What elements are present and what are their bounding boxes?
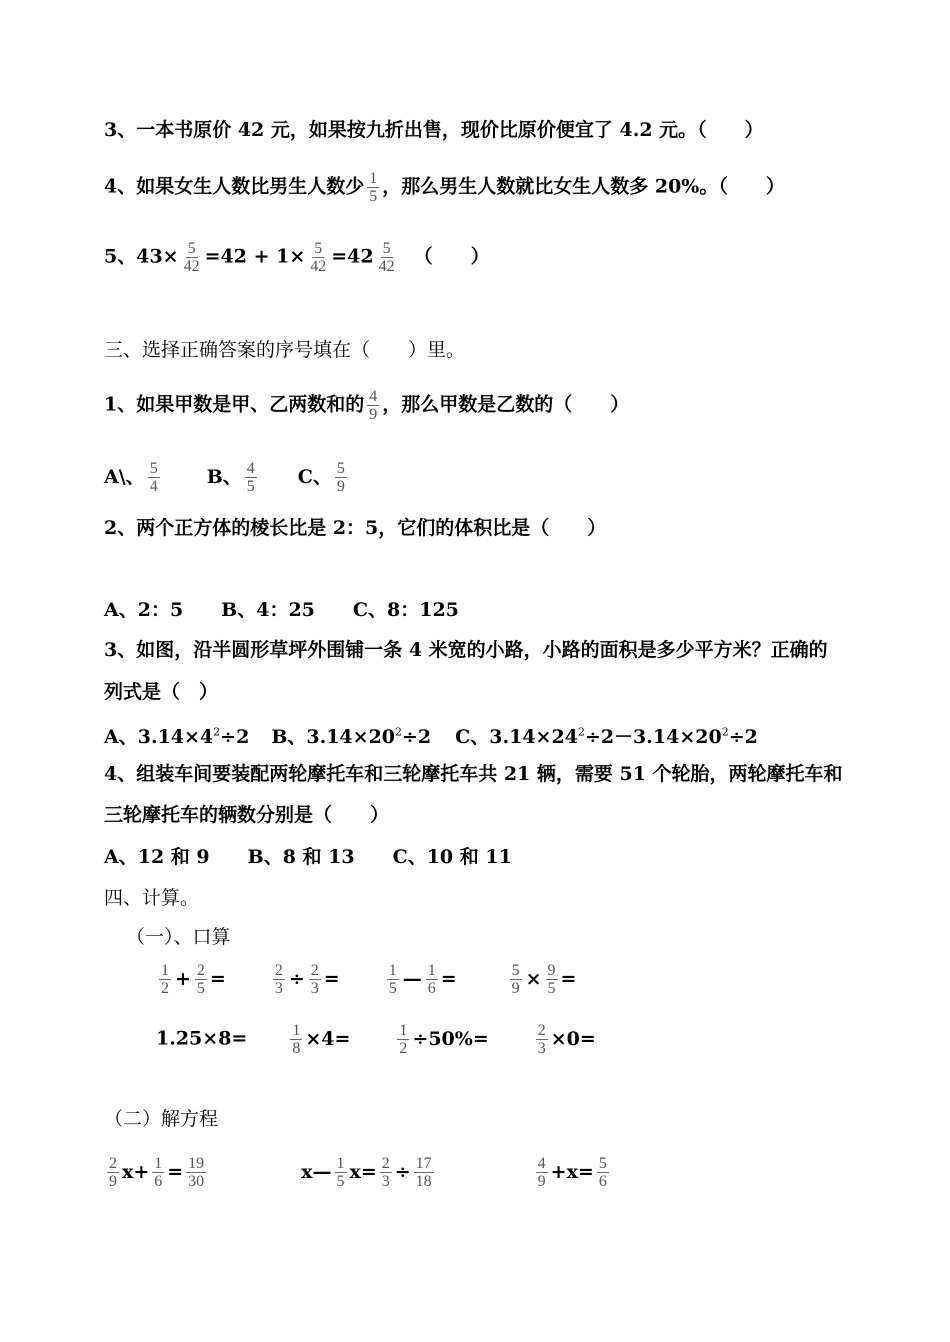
fraction	[290, 1022, 302, 1057]
numerator: 5	[187, 240, 196, 257]
denominator: 5	[196, 980, 205, 997]
judge-q5-b: =42 + 1×	[204, 245, 306, 268]
fraction	[186, 1155, 206, 1190]
choice-q2: 2、两个正方体的棱长比是 2：5，它们的体积比是（ ）	[104, 517, 607, 539]
fraction	[377, 240, 397, 275]
oral-row-1	[156, 962, 576, 997]
judge-q5-c: =42	[331, 245, 374, 268]
numerator: 2	[274, 962, 283, 979]
numerator: 4	[369, 388, 378, 405]
denominator: 42	[310, 258, 327, 275]
denominator: 3	[310, 980, 319, 997]
denominator: 6	[154, 1173, 163, 1190]
choice-q1	[104, 388, 629, 423]
numerator: 5	[336, 460, 345, 477]
expression: ÷50%=	[412, 1027, 489, 1050]
judge-q5-d: （ ）	[413, 245, 490, 268]
numerator: 1	[399, 1022, 408, 1039]
option-text: ÷2	[220, 726, 250, 749]
numerator: 1	[161, 962, 169, 979]
numerator: 1	[292, 1022, 301, 1039]
option-c	[455, 726, 758, 748]
oral-item-6	[287, 1022, 351, 1057]
equation-row	[104, 1155, 612, 1190]
option-label: C、	[297, 465, 332, 488]
denominator: 5	[369, 188, 378, 205]
fraction	[546, 962, 558, 997]
operator: ×	[525, 967, 542, 990]
oral-item-1	[156, 962, 226, 997]
fraction	[380, 1155, 392, 1190]
denominator: 6	[598, 1173, 607, 1190]
numerator: 5	[149, 460, 158, 477]
choice-q3-line1: 3、如图，沿半圆形草坪外围铺一条 4 米宽的小路，小路的面积是多少平方米？正确的	[104, 639, 828, 661]
expression: +x=	[550, 1160, 594, 1183]
judge-q4-post: ，那么男生人数就比女生人数多 20%。（ ）	[382, 175, 785, 198]
option-b	[206, 460, 260, 495]
fraction	[367, 170, 379, 205]
numerator: 19	[188, 1155, 205, 1172]
denominator: 3	[381, 1173, 390, 1190]
numerator: 4	[537, 1155, 546, 1172]
option-a	[104, 460, 163, 495]
denominator: 5	[336, 1173, 345, 1190]
numerator: 1	[427, 962, 436, 979]
option-text: ÷2	[728, 726, 758, 749]
numerator: 5	[511, 962, 520, 979]
equals: =	[209, 967, 226, 990]
operator: —	[402, 967, 422, 990]
option-text: C、3.14×24	[455, 726, 578, 749]
choice-q3-options	[104, 721, 758, 749]
option-text: B、3.14×20	[271, 726, 396, 749]
expression: ×4=	[305, 1027, 351, 1050]
numerator: 2	[196, 962, 205, 979]
judge-q5	[104, 240, 490, 275]
expression: x=	[349, 1160, 377, 1183]
denominator: 3	[537, 1040, 546, 1057]
denominator: 3	[274, 980, 283, 997]
exponent: 2	[577, 726, 585, 739]
fraction	[308, 240, 328, 275]
fraction	[148, 460, 160, 495]
oral-item-2	[270, 962, 340, 997]
fraction	[536, 1022, 548, 1057]
choice-q4-line2: 三轮摩托车的辆数分别是（ ）	[104, 804, 390, 826]
denominator: 18	[415, 1173, 432, 1190]
exponent: 2	[721, 726, 729, 739]
numerator: 1	[388, 962, 397, 979]
fraction	[536, 1155, 548, 1190]
fraction	[335, 1155, 347, 1190]
option-text: A、3.14×4	[104, 726, 214, 749]
denominator: 6	[427, 980, 436, 997]
judge-q3: 3、一本书原价 42 元，如果按九折出售，现价比原价便宜了 4.2 元。（ ）	[104, 119, 764, 141]
equals: =	[560, 967, 577, 990]
denominator: 9	[109, 1173, 117, 1190]
numerator: 2	[381, 1155, 390, 1172]
expression: x+	[122, 1160, 150, 1183]
denominator: 42	[378, 258, 395, 275]
choice-q4-line1: 4、组装车间要装配两轮摩托车和三轮摩托车共 21 辆，需要 51 个轮胎，两轮摩托车和	[104, 763, 843, 785]
denominator: 5	[388, 980, 397, 997]
expression: =	[167, 1160, 184, 1183]
choice-q1-post: ，那么甲数是乙数的（ ）	[382, 393, 630, 416]
choice-q1-pre: 1、如果甲数是甲、乙两数和的	[104, 393, 365, 416]
fraction	[159, 962, 171, 997]
operator: +	[175, 967, 191, 990]
option-label: A\、	[104, 465, 145, 488]
fraction	[195, 962, 207, 997]
numerator: 5	[382, 240, 391, 257]
exponent: 2	[395, 726, 403, 739]
judge-q4	[104, 170, 785, 205]
fraction	[107, 1155, 119, 1190]
expression: ÷	[394, 1160, 411, 1183]
equation-heading: （二）解方程	[104, 1108, 219, 1130]
denominator: 8	[292, 1040, 301, 1057]
numerator: 9	[547, 962, 556, 979]
option-text: ÷2	[402, 726, 432, 749]
equation-2	[301, 1155, 437, 1190]
equation-3	[533, 1155, 612, 1190]
choice-q2-options: A、2：5 B、4：25 C、8：125	[104, 599, 459, 621]
equals: =	[323, 967, 340, 990]
denominator: 2	[399, 1040, 408, 1057]
fraction	[182, 240, 202, 275]
numerator: 1	[336, 1155, 345, 1172]
option-b	[271, 726, 431, 748]
section-4-heading: 四、计算。	[104, 887, 200, 909]
numerator: 1	[154, 1155, 163, 1172]
fraction	[397, 1022, 409, 1057]
fraction	[152, 1155, 164, 1190]
denominator: 5	[246, 478, 255, 495]
equals: =	[440, 967, 457, 990]
judge-q4-pre: 4、如果女生人数比男生人数少	[104, 175, 365, 198]
oral-item-4	[507, 962, 577, 997]
fraction	[426, 962, 438, 997]
numerator: 4	[246, 460, 255, 477]
oral-item-7	[394, 1022, 489, 1057]
denominator: 9	[336, 478, 345, 495]
oral-item-5: 1.25×8=	[156, 1027, 248, 1050]
numerator: 2	[537, 1022, 546, 1039]
oral-row-2	[156, 1022, 596, 1057]
denominator: 30	[188, 1173, 205, 1190]
denominator: 2	[161, 980, 169, 997]
option-a	[104, 726, 249, 748]
numerator: 2	[109, 1155, 117, 1172]
fraction	[414, 1155, 434, 1190]
numerator: 5	[314, 240, 323, 257]
fraction	[597, 1155, 609, 1190]
fraction	[387, 962, 399, 997]
oral-item-3	[384, 962, 457, 997]
oral-item-8	[533, 1022, 596, 1057]
choice-q4-options: A、12 和 9 B、8 和 13 C、10 和 11	[104, 846, 512, 868]
choice-q3-line2: 列式是（ ）	[104, 681, 219, 703]
operator: ÷	[288, 967, 305, 990]
fraction	[367, 388, 379, 423]
fraction	[245, 460, 257, 495]
numerator: 17	[415, 1155, 432, 1172]
expression: x—	[301, 1160, 332, 1183]
fraction	[273, 962, 285, 997]
expression: ×0=	[550, 1027, 596, 1050]
option-c	[297, 460, 350, 495]
fraction	[309, 962, 321, 997]
denominator: 5	[547, 980, 556, 997]
choice-q1-options	[104, 460, 350, 495]
denominator: 42	[183, 258, 200, 275]
exponent: 2	[213, 726, 221, 739]
denominator: 4	[149, 478, 158, 495]
judge-q5-a: 5、43×	[104, 245, 179, 268]
fraction	[510, 962, 522, 997]
numerator: 1	[369, 170, 378, 187]
denominator: 9	[511, 980, 520, 997]
denominator: 9	[369, 406, 378, 423]
equation-1	[104, 1155, 209, 1190]
section-3-heading: 三、选择正确答案的序号填在（ ）里。	[104, 339, 466, 361]
fraction	[335, 460, 347, 495]
option-label: B、	[206, 465, 242, 488]
oral-calc-heading: （一）、口算	[126, 926, 231, 948]
option-text: ÷2－3.14×20	[584, 726, 722, 749]
denominator: 9	[537, 1173, 546, 1190]
numerator: 5	[598, 1155, 607, 1172]
numerator: 2	[310, 962, 319, 979]
